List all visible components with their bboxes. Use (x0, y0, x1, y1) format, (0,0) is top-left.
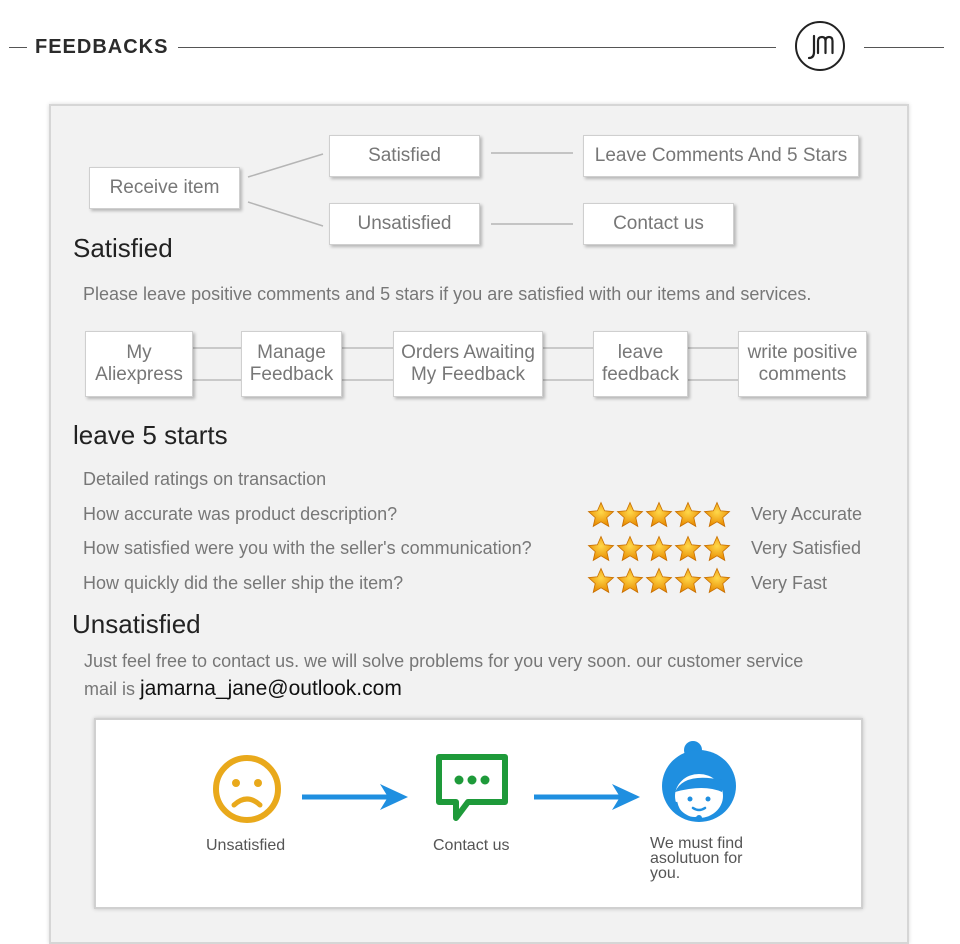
star-icon (616, 535, 644, 563)
step-connector (342, 379, 393, 381)
flow-receive-item: Receive item (89, 167, 240, 209)
unsatisfied-heading: Unsatisfied (72, 609, 201, 639)
flow-leave-comments: Leave Comments And 5 Stars (583, 135, 859, 177)
star-icon (616, 501, 644, 529)
star-icon (587, 535, 615, 563)
step-label-line1: Manage (257, 342, 326, 363)
star-icon (587, 501, 615, 529)
page-title: FEEDBACKS (35, 36, 169, 58)
star-icon (703, 567, 731, 595)
star-icon (674, 567, 702, 595)
arrow-right-icon (534, 782, 642, 812)
step-manage-feedback (241, 331, 342, 397)
solution-line1: We must find (650, 835, 744, 852)
star-icon (645, 501, 673, 529)
star-icon (703, 501, 731, 529)
flow-contact-us: Contact us (583, 203, 734, 245)
step-label-line2: Aliexpress (95, 364, 183, 385)
step-label-line1: write positive (747, 342, 858, 363)
step-my-aliexpress (85, 331, 193, 397)
step-connector (193, 379, 241, 381)
star-icon (645, 567, 673, 595)
support-email[interactable]: jamarna_jane@outlook.com (140, 677, 402, 700)
rating-value: Very Fast (751, 573, 828, 593)
unsatisfied-text-line2 (84, 677, 402, 701)
star-icon (674, 535, 702, 563)
satisfied-heading: Satisfied (73, 233, 173, 263)
step-write-comments (738, 331, 867, 397)
arrow-right-icon (302, 782, 410, 812)
customer-service-agent-icon (654, 740, 744, 830)
mail-prefix: mail is (84, 679, 141, 699)
rating-value: Very Satisfied (751, 538, 862, 558)
step-connector (688, 347, 738, 349)
star-rating (587, 501, 731, 529)
step-label-line1: Orders Awaiting (401, 342, 535, 363)
step-connector (342, 347, 393, 349)
rating-question: How quickly did the seller ship the item? (83, 573, 404, 593)
step-label-line2: comments (758, 364, 847, 385)
rating-question: How satisfied were you with the seller's communication? (83, 538, 532, 558)
process-step-unsatisfied: Unsatisfied (206, 837, 286, 854)
ratings-subtitle: Detailed ratings on transaction (83, 469, 327, 489)
flow-unsatisfied: Unsatisfied (329, 203, 480, 245)
process-step-solution (650, 836, 743, 881)
step-label-line2: My Feedback (410, 364, 526, 385)
ratings-heading: leave 5 starts (73, 420, 228, 450)
step-label-line2: Feedback (249, 364, 334, 385)
sad-face-icon (210, 752, 284, 826)
rating-question: How accurate was product description? (83, 504, 398, 524)
solution-line2: asolutuon for (650, 850, 743, 867)
star-icon (616, 567, 644, 595)
step-label-line1: My (126, 342, 152, 363)
step-connector (688, 379, 738, 381)
rating-value: Very Accurate (751, 504, 863, 524)
flow-satisfied: Satisfied (329, 135, 480, 177)
star-icon (674, 501, 702, 529)
process-step-contact: Contact us (433, 837, 510, 854)
unsatisfied-text-line1: Just feel free to contact us. we will solve problems for you very soon. our customer service (84, 651, 804, 671)
flowchart-connectors (0, 0, 960, 260)
step-orders-awaiting (393, 331, 543, 397)
step-connector (543, 379, 593, 381)
step-label-line2: feedback (601, 364, 680, 385)
star-rating (587, 535, 731, 563)
step-label-line1: leave (617, 342, 664, 363)
star-icon (645, 535, 673, 563)
star-icon (703, 535, 731, 563)
step-connector (543, 347, 593, 349)
chat-bubble-icon (434, 752, 510, 824)
solution-line3: you. (650, 865, 681, 882)
step-leave-feedback (593, 331, 688, 397)
satisfied-description: Please leave positive comments and 5 stars if you are satisfied with our items and services. (83, 284, 812, 304)
step-connector (193, 347, 241, 349)
star-rating (587, 567, 731, 595)
star-icon (587, 567, 615, 595)
